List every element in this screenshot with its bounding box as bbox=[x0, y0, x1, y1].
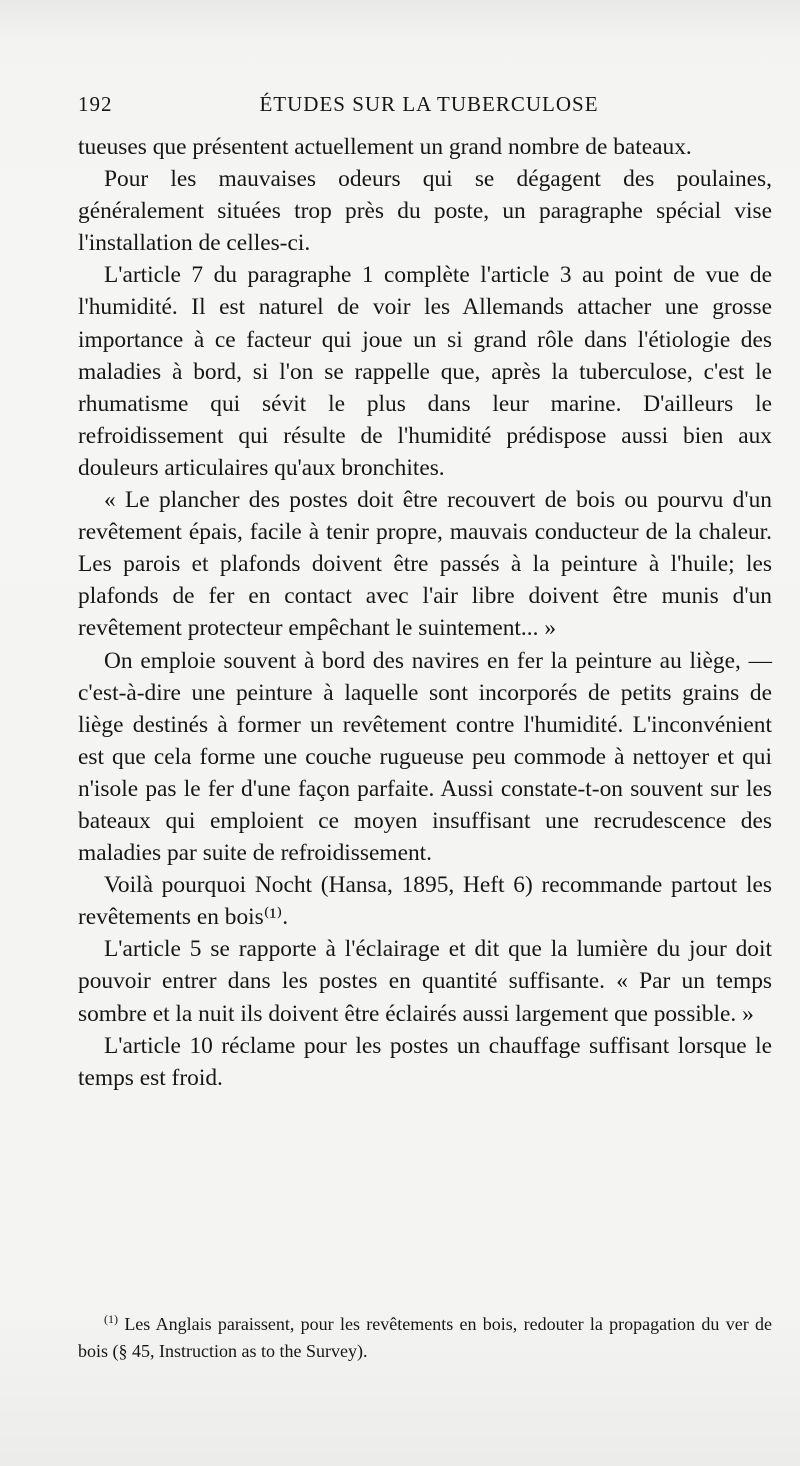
footnote-text: Les Anglais paraissent, pour les revêtements en bois, redouter la propagation du ver de bois (§ 45, Instruction as to the Survey). bbox=[78, 1314, 772, 1361]
paragraph: L'article 7 du paragraphe 1 complète l'article 3 au point de vue de l'humidité. Il est naturel de voir les Allemands attacher une grosse importance à ce facteur qui joue un si grand rôle dans l'étiologie des maladies à bord, si l'on se rappelle que, après la tuberculose, c'est le rhumatisme qui sévit le plus dans leur marine. D'ailleurs le refroidissement qui résulte de l'humidité prédispose aussi bien aux douleurs articulaires qu'aux bronchites. bbox=[78, 262, 772, 481]
paragraph: « Le plancher des postes doit être recouvert de bois ou pourvu d'un revêtement épais, facile à tenir propre, mauvais conducteur de la chaleur. Les parois et plafonds doivent être passés à la peinture à l'huile; les plafonds de fer en contact avec l'air libre doivent être munis d'un revêtement protecteur empêchant le suintement... » bbox=[78, 487, 772, 642]
paragraph: L'article 5 se rapporte à l'éclairage et dit que la lumière du jour doit pouvoir entrer dans les postes en quantité suffisante. « Par un temps sombre et la nuit ils doivent être éclairés aussi largement que possible. » bbox=[78, 936, 772, 1027]
page-number: 192 bbox=[78, 92, 113, 116]
running-title: ÉTUDES SUR LA TUBERCULOSE bbox=[259, 92, 599, 116]
paragraph: Pour les mauvaises odeurs qui se dégagent des poulaines, généralement situées trop près du poste, un paragraphe spécial vise l'installation de celles-ci. bbox=[78, 166, 772, 257]
paragraph: Voilà pourquoi Nocht (Hansa, 1895, Heft 6) recommande partout les revêtements en bois⁽¹⁾. bbox=[78, 872, 772, 931]
paragraph: tueuses que présentent actuellement un grand nombre de bateaux. bbox=[78, 134, 692, 160]
footnote-mark: (1) bbox=[104, 1312, 118, 1326]
paragraph: L'article 10 réclame pour les postes un chauffage suffisant lorsque le temps est froid. bbox=[78, 1032, 772, 1091]
footnote bbox=[78, 1311, 772, 1365]
paragraph: On emploie souvent à bord des navires en fer la peinture au liège, — c'est-à-dire une peinture à laquelle sont incorporés de petits grains de liège destinés à former un revêtement contre l'humidité. L'inconvénient est que cela forme une couche rugueuse peu commode à nettoyer et qui n'isole pas le fer d'une façon parfaite. Aussi constate-t-on souvent sur les bateaux qui emploient ce moyen insuffisant une recrudescence des maladies par suite de refroidissement. bbox=[78, 647, 772, 867]
body-text bbox=[78, 131, 772, 1094]
page-header bbox=[78, 92, 750, 122]
